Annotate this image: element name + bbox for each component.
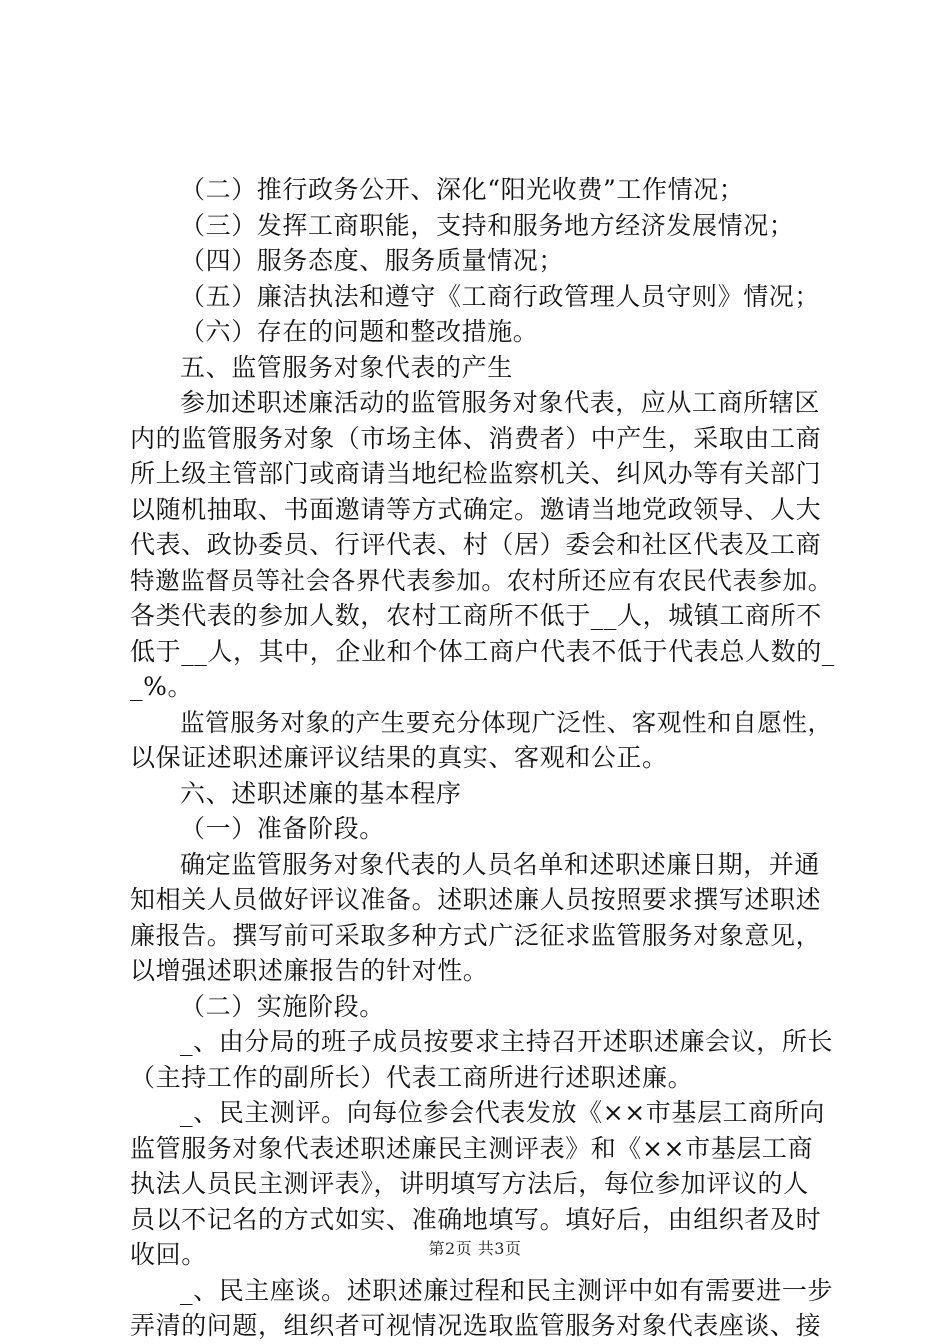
subsection-heading: （二）实施阶段。: [180, 991, 385, 1021]
text-line: 特邀监督员等社会各界代表参加。农村所还应有农民代表参加。: [130, 565, 833, 595]
section-heading: 五、监管服务对象代表的产生: [180, 352, 513, 382]
text-line: 以增强述职述廉报告的针对性。: [130, 956, 489, 985]
text-line: 监管服务对象代表述职述廉民主测评表》和《××市基层工商: [130, 1133, 814, 1163]
text-line: 员以不记名的方式如实、准确地填写。填好后，由组织者及时: [130, 1204, 822, 1234]
text-line: _、民主测评。向每位参会代表发放《××市基层工商所向: [180, 1098, 825, 1127]
text-line: 执法人员民主测评表》，讲明填写方法后，每位参加评议的人: [130, 1169, 809, 1198]
text-line: （二）推行政务公开、深化“阳光收费”工作情况；: [180, 175, 745, 204]
document-body: [130, 172, 835, 1344]
text-line: （六）存在的问题和整改措施。: [180, 317, 539, 346]
text-line: （主持工作的副所长）代表工商所进行述职述廉。: [130, 1062, 694, 1092]
text-line: 以随机抽取、书面邀请等方式确定。邀请当地党政领导、人大: [130, 494, 822, 524]
text-line: 参加述职述廉活动的监管服务对象代表，应从工商所辖区: [180, 388, 821, 417]
text-line: 监管服务对象的产生要充分体现广泛性、客观性和自愿性，: [180, 707, 833, 737]
text-line: （三）发挥工商职能，支持和服务地方经济发展情况；: [180, 210, 795, 240]
text-line: 弄清的问题，组织者可视情况选取监管服务对象代表座谈、接: [130, 1311, 822, 1340]
text-line: _%。: [130, 672, 194, 701]
text-line: 代表、政协委员、行评代表、村（居）委会和社区代表及工商: [130, 530, 822, 559]
text-line: （五）廉洁执法和遵守《工商行政管理人员守则》情况；: [180, 281, 821, 311]
text-line: 内的监管服务对象（市场主体、消费者）中产生，采取由工商: [130, 423, 822, 453]
text-line: 以保证述职述廉评议结果的真实、客观和公正。: [130, 743, 668, 772]
text-line: _、民主座谈。述职述廉过程和民主测评中如有需要进一步: [180, 1275, 834, 1305]
page-footer: 第2页 共3页: [428, 1239, 522, 1258]
text-line: 各类代表的参加人数，农村工商所不低于__人，城镇工商所不: [130, 601, 822, 630]
text-line: （四）服务态度、服务质量情况；: [180, 246, 565, 275]
text-line: 收回。: [130, 1240, 207, 1269]
section-heading: 六、述职述廉的基本程序: [180, 778, 462, 808]
text-line: 知相关人员做好评议准备。述职述廉人员按照要求撰写述职述: [130, 885, 822, 914]
text-line: _、由分局的班子成员按要求主持召开述职述廉会议，所长: [180, 1027, 834, 1056]
subsection-heading: （一）准备阶段。: [180, 814, 385, 843]
text-line: 所上级主管部门或商请当地纪检监察机关、纠风办等有关部门: [130, 459, 822, 488]
text-line: 低于__人，其中，企业和个体工商户代表不低于代表总人数的_: [130, 636, 835, 666]
text-line: 确定监管服务对象代表的人员名单和述职述廉日期，并通: [180, 849, 821, 879]
text-line: 廉报告。撰写前可采取多种方式广泛征求监管服务对象意见，: [130, 920, 822, 950]
